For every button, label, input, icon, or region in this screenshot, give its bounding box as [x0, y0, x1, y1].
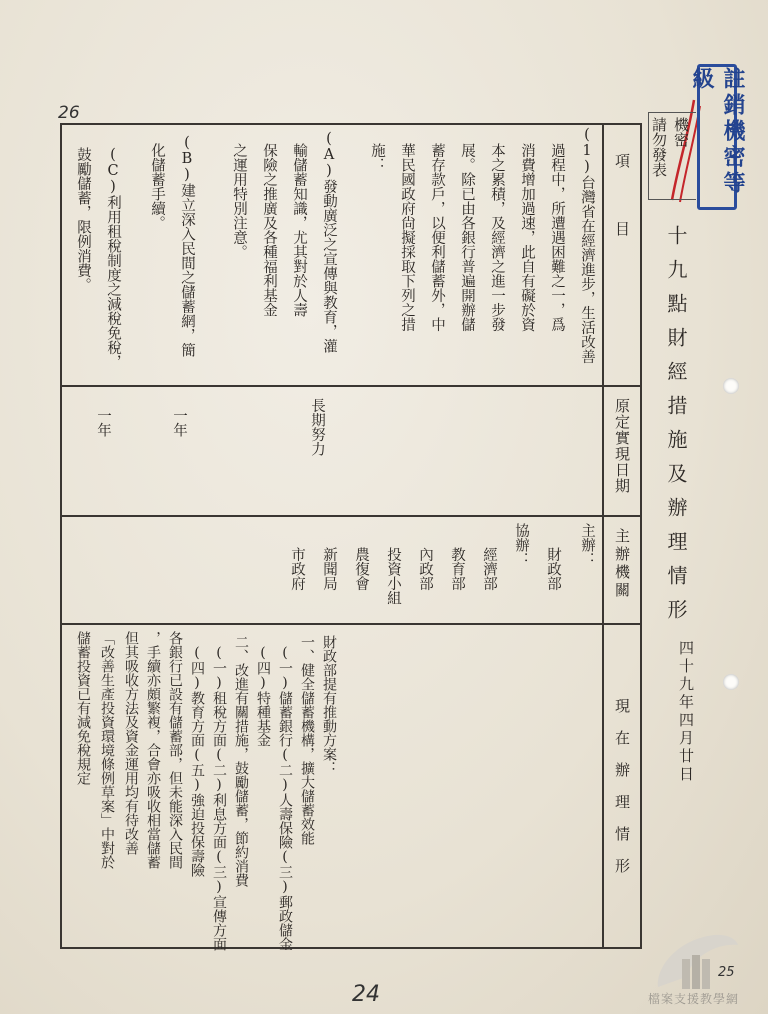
table-border-bottom: [60, 947, 642, 949]
document-title: 十九點財經措施及辦理情形: [664, 225, 688, 633]
table-border-right: [640, 123, 642, 949]
status-line: 儲蓄投資已有減免稅規定: [75, 631, 91, 785]
item-line: 保險之推廣及各種福利基金: [261, 143, 277, 317]
status-line: 一、健全儲蓄機構，擴大儲蓄效能: [299, 635, 315, 845]
item-line: 施：: [369, 143, 385, 172]
header-original-date: 原定實現日期: [613, 398, 631, 494]
item-line: 蓄存款戶，以便利儲蓄外，中: [429, 143, 445, 332]
original-date-b: 一年: [171, 408, 187, 437]
agency-line: 教育部: [449, 547, 465, 591]
status-line: 「改善生產投資環境條例草案」中對於: [99, 631, 115, 869]
status-line: 但其吸收方法及資金運用均有待改善: [123, 631, 139, 855]
item-line: 過程中，所遭遇困難之一，爲: [549, 143, 565, 332]
confidential-box: [648, 112, 696, 200]
page-number-side: 25: [718, 965, 735, 980]
agency-line: 財政部: [545, 547, 561, 591]
punch-hole: [723, 378, 739, 394]
header-separator: [602, 123, 604, 949]
page-number-bottom: 24: [352, 982, 380, 1007]
item-line: 化儲蓄手續。: [149, 143, 165, 230]
header-agency: 主辦機關: [613, 528, 631, 600]
table-border-top: [60, 123, 642, 125]
header-item: 項 目: [613, 153, 631, 238]
item-line: (1)台灣省在經濟進步，生活改善: [579, 127, 595, 364]
agency-line: 內政部: [417, 547, 433, 591]
header-status: 現 在 辦 理 情 形: [613, 698, 631, 874]
original-date-a: 長期努力: [309, 398, 325, 456]
item-line: (C)利用租稅制度之減稅免稅，: [105, 147, 121, 369]
watermark-text: 檔案支援教學網: [648, 992, 740, 1006]
item-line: 展。除已由各銀行普遍開辦儲: [459, 143, 475, 332]
item-line: 消費增加過速，此自有礙於資: [519, 143, 535, 332]
punch-hole: [723, 674, 739, 690]
table-border-left: [60, 123, 62, 949]
item-line: 輸儲蓄知識，尤其對於人壽: [291, 143, 307, 317]
measures-table: [60, 123, 642, 949]
agency-line: 主辦：: [579, 523, 595, 567]
agency-line: 市政府: [289, 547, 305, 591]
item-line: (A)發動廣泛之宣傳與教育，灌: [321, 131, 337, 353]
agency-line: 投資小組: [385, 547, 401, 605]
status-line: (一)儲蓄銀行(二)人壽保險(三)郵政儲金: [277, 645, 293, 951]
item-line: 華民國政府尙擬採取下列之措: [399, 143, 415, 332]
page-number-top: 26: [58, 103, 80, 123]
status-line: 二、改進有關措施，鼓勵儲蓄，節約消費: [233, 635, 249, 887]
original-date-c: 一年: [95, 408, 111, 437]
do-not-publish-label: 請勿發表: [650, 117, 668, 177]
confidential-label: 機密: [672, 117, 690, 147]
agency-line: 新聞局: [321, 547, 337, 591]
agency-line: 協辦：: [513, 523, 529, 567]
item-line: 之運用特別注意。: [231, 143, 247, 259]
row-separator-2: [60, 515, 642, 517]
status-line: (一)租稅方面(二)利息方面(三)宣傳方面: [211, 645, 227, 951]
stamp-text: 註銷機密等級: [689, 67, 745, 197]
document-date: 四十九年四月廿日: [677, 640, 695, 784]
status-line: (四)教育方面(五)強迫投保壽險: [189, 645, 205, 877]
row-separator-3: [60, 623, 642, 625]
agency-line: 農復會: [353, 547, 369, 591]
item-line: 鼓勵儲蓄，限例消費。: [75, 147, 91, 292]
status-line: 財政部提有推動方案：: [321, 635, 337, 775]
status-line: (四)特種基金: [255, 645, 271, 747]
item-line: (B)建立深入民間之儲蓄網，簡: [179, 135, 195, 357]
item-line: 本之累積，及經濟之進一步發: [489, 143, 505, 332]
declassified-stamp: [689, 64, 745, 210]
status-line: 各銀行已設有儲蓄部，但未能深入民間: [167, 631, 183, 869]
row-separator-1: [60, 385, 642, 387]
agency-line: 經濟部: [481, 547, 497, 591]
status-line: ，手續亦頗繁複，合會亦吸收相當儲蓄: [145, 631, 161, 869]
